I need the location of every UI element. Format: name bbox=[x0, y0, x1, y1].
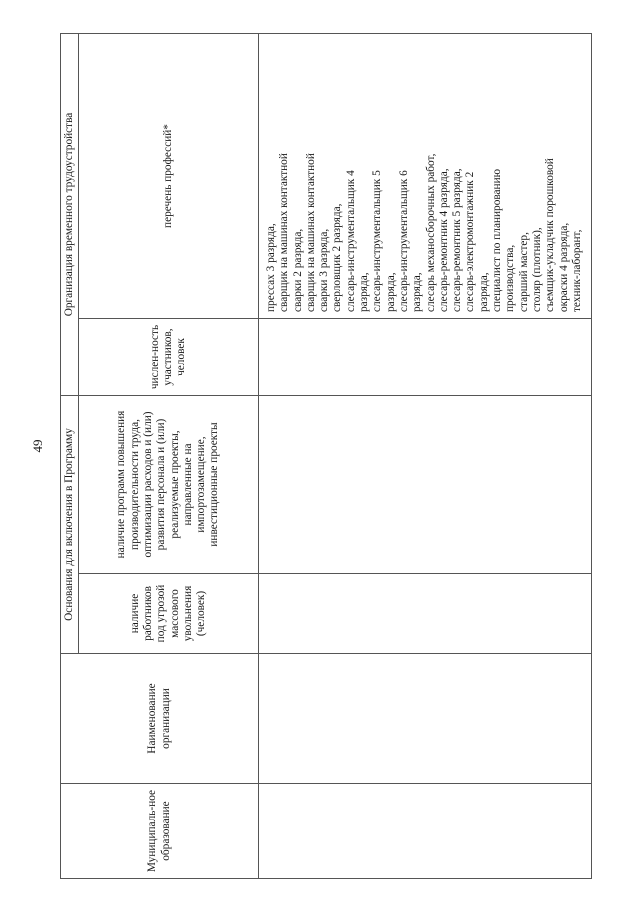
profession-line: слесарь механосборочных работ, bbox=[424, 153, 437, 312]
header-professions: перечень профессий* bbox=[79, 33, 259, 318]
profession-line: сварки 3 разряда, bbox=[318, 228, 331, 312]
profession-line: сварщик на машинах контактной bbox=[304, 153, 317, 312]
profession-line: разряда, bbox=[384, 272, 397, 312]
profession-line: сверловщик 2 разряда, bbox=[331, 203, 344, 312]
profession-line: разряда, bbox=[358, 272, 371, 312]
cell-organization bbox=[259, 654, 592, 784]
header-group-employment: Организация временного трудоустройства bbox=[61, 33, 79, 395]
header-workers-at-risk: наличие работников под угрозой массового увольнения (человек) bbox=[79, 574, 259, 654]
profession-line: разряда, bbox=[477, 272, 490, 312]
rotated-table-container bbox=[60, 34, 605, 879]
header-municipality: Муниципаль-ное образование bbox=[61, 784, 259, 879]
cell-programs bbox=[259, 396, 592, 574]
profession-line: окраски 4 разряда, bbox=[557, 222, 570, 312]
page-number: 49 bbox=[30, 439, 45, 453]
profession-line: сварки 2 разряда, bbox=[291, 228, 304, 312]
header-organization: Наименование организации bbox=[61, 654, 259, 784]
profession-line: слесарь-ремонтник 5 разряда, bbox=[451, 168, 464, 312]
program-table bbox=[60, 33, 592, 879]
profession-line: съемщик-укладчик порошковой bbox=[544, 158, 557, 312]
cell-participants bbox=[259, 319, 592, 396]
profession-line: слесарь-электромонтажник 2 bbox=[464, 171, 477, 312]
cell-workers-at-risk bbox=[259, 574, 592, 654]
header-group-inclusion: Основания для включения в Программу bbox=[61, 396, 79, 654]
profession-line: слесарь-инструментальщик 4 bbox=[344, 170, 357, 312]
profession-line: слесарь-инструментальщик 6 bbox=[397, 170, 410, 312]
profession-line: техник-лаборант, bbox=[570, 229, 583, 312]
cell-professions bbox=[259, 33, 592, 318]
profession-line: производства, bbox=[504, 244, 517, 312]
profession-line: слесарь-ремонтник 4 разряда, bbox=[437, 168, 450, 312]
profession-line: сварщик на машинах контактной bbox=[278, 153, 291, 312]
table-sheet bbox=[60, 34, 605, 879]
profession-line: разряда, bbox=[411, 272, 424, 312]
header-participants: числен-ность участников, человек bbox=[79, 319, 259, 396]
profession-line: специалист по планированию bbox=[491, 168, 504, 312]
cell-municipality bbox=[259, 784, 592, 879]
profession-line: столяр (плотник), bbox=[530, 227, 543, 312]
header-programs: наличие программ повышения производительности труда, оптимизации расходов и (или) развития персонала и (или) реализуемые проекты, направленные на импортозамещение, инвестиционные проекты bbox=[79, 396, 259, 574]
profession-line: прессах 3 разряда, bbox=[265, 223, 277, 312]
profession-line: слесарь-инструментальщик 5 bbox=[371, 170, 384, 312]
table-row bbox=[259, 33, 592, 878]
profession-line: старший мастер, bbox=[517, 232, 530, 312]
